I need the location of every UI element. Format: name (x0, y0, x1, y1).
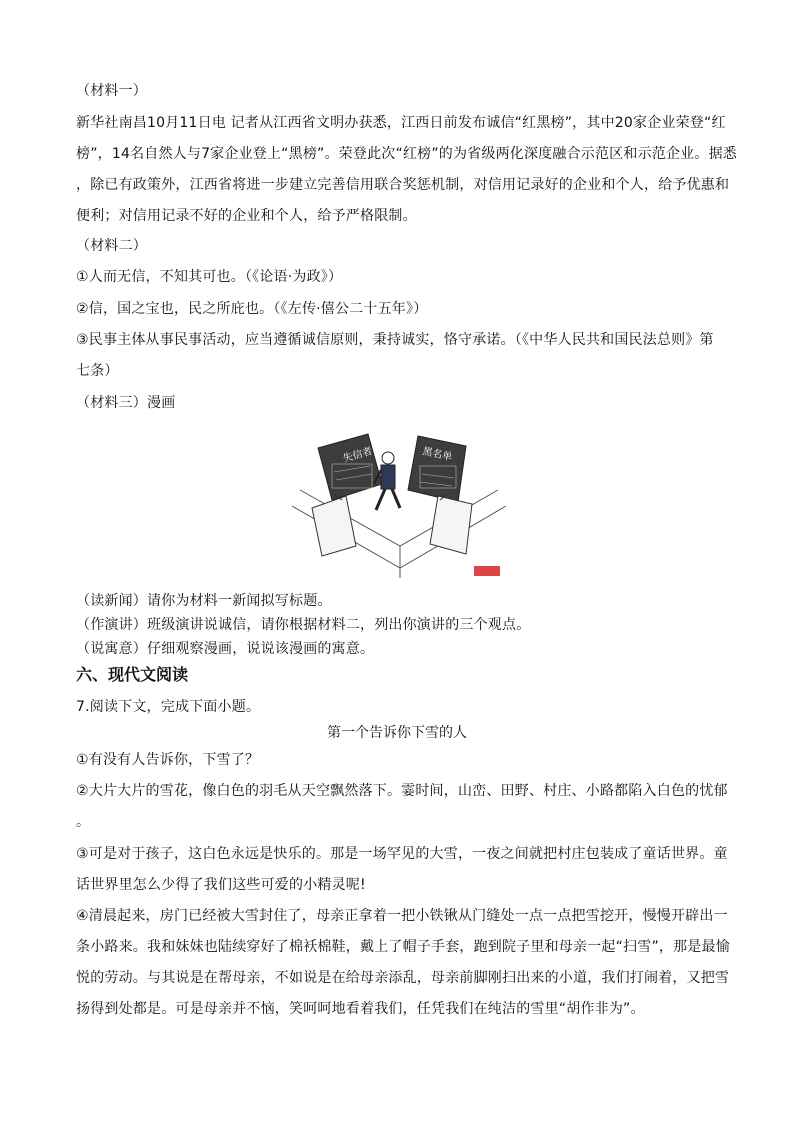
reading-instruction: 7.阅读下文，完成下面小题。 (76, 699, 261, 715)
question-headline: （读新闻）请你为材料一新闻拟写标题。 (76, 593, 332, 609)
question-speech: （作演讲）班级演讲说诚信，请你根据材料二，列出你演讲的三个观点。 (76, 617, 531, 633)
sign-left-text: 失信者 (341, 446, 374, 465)
material2-item-2: ②信，国之宝也，民之所庇也。（《左传·僖公二十五年》） (76, 301, 428, 317)
passage-para-3: ③可是对于孩子，这白色永远是快乐的。那是一场罕见的大雪，一夜之间就把村庄包装成了童话世界。童 (76, 846, 728, 862)
sign-right-text: 黑名单 (421, 446, 454, 464)
comic-stamp (474, 566, 500, 576)
passage-para-2-cont: 。 (76, 814, 91, 830)
material3-label: （材料三）漫画 (76, 395, 176, 411)
material1-line-2: 榜”，14名自然人与7家企业登上“黑榜”。荣登此次“红榜”的为省级两化深度融合示范区和示范企业。据悉 (76, 146, 737, 162)
passage-para-4-cont-1: 条小路来。我和妹妹也陆续穿好了棉袄棉鞋，戴上了帽子手套，跑到院子里和母亲一起“扫雪”，那是最愉 (76, 939, 730, 955)
material2-label: （材料二） (76, 238, 147, 254)
material2-item-1: ①人而无信，不知其可也。（《论语·为政》） (76, 269, 343, 285)
material2-item-4: 七条） (76, 363, 119, 379)
passage-title: 第一个告诉你下雪的人 (327, 725, 467, 741)
material1-line-1: 新华社南昌10月11日电 记者从江西省文明办获悉，江西日前发布诚信“红黑榜”，其中20家企业荣登“红 (76, 115, 726, 131)
passage-para-4-cont-3: 扬得到处都是。可是母亲并不恼，笑呵呵地看着我们，任凭我们在纯洁的雪里“胡作非为”。 (76, 1001, 645, 1017)
passage-para-1: ①有没有人告诉你，下雪了？ (76, 752, 260, 768)
passage-para-3-cont: 话世界里怎么少得了我们这些可爱的小精灵呢! (76, 877, 366, 893)
section-heading: 六、现代文阅读 (76, 665, 189, 684)
passage-para-4: ④清晨起来，房门已经被大雪封住了，母亲正拿着一把小铁锹从门缝处一点一点把雪挖开，慢慢开辟出一 (76, 908, 728, 924)
material2-item-3: ③民事主体从事民事活动，应当遵循诚信原则，秉持诚实，恪守承诺。（《中华人民共和国民法总则》第 (76, 332, 714, 348)
comic-illustration (290, 428, 508, 580)
passage-para-4-cont-2: 悦的劳动。与其说是在帮母亲，不如说是在给母亲添乱，母亲前脚刚扫出来的小道，我们打闹着，又把雪 (76, 970, 730, 986)
material1-line-4: 便利；对信用记录不好的企业和个人，给予严格限制。 (76, 208, 417, 224)
material1-label: （材料一） (76, 83, 147, 99)
question-comic: （说寓意）仔细观察漫画，说说该漫画的寓意。 (76, 641, 375, 657)
material1-line-3: ，除已有政策外，江西省将进一步建立完善信用联合奖惩机制，对信用记录好的企业和个人，给予优惠和 (76, 177, 730, 193)
passage-para-2: ②大片大片的雪花，像白色的羽毛从天空飘然落下。霎时间，山峦、田野、村庄、小路都陷入白色的忧郁 (76, 783, 728, 799)
